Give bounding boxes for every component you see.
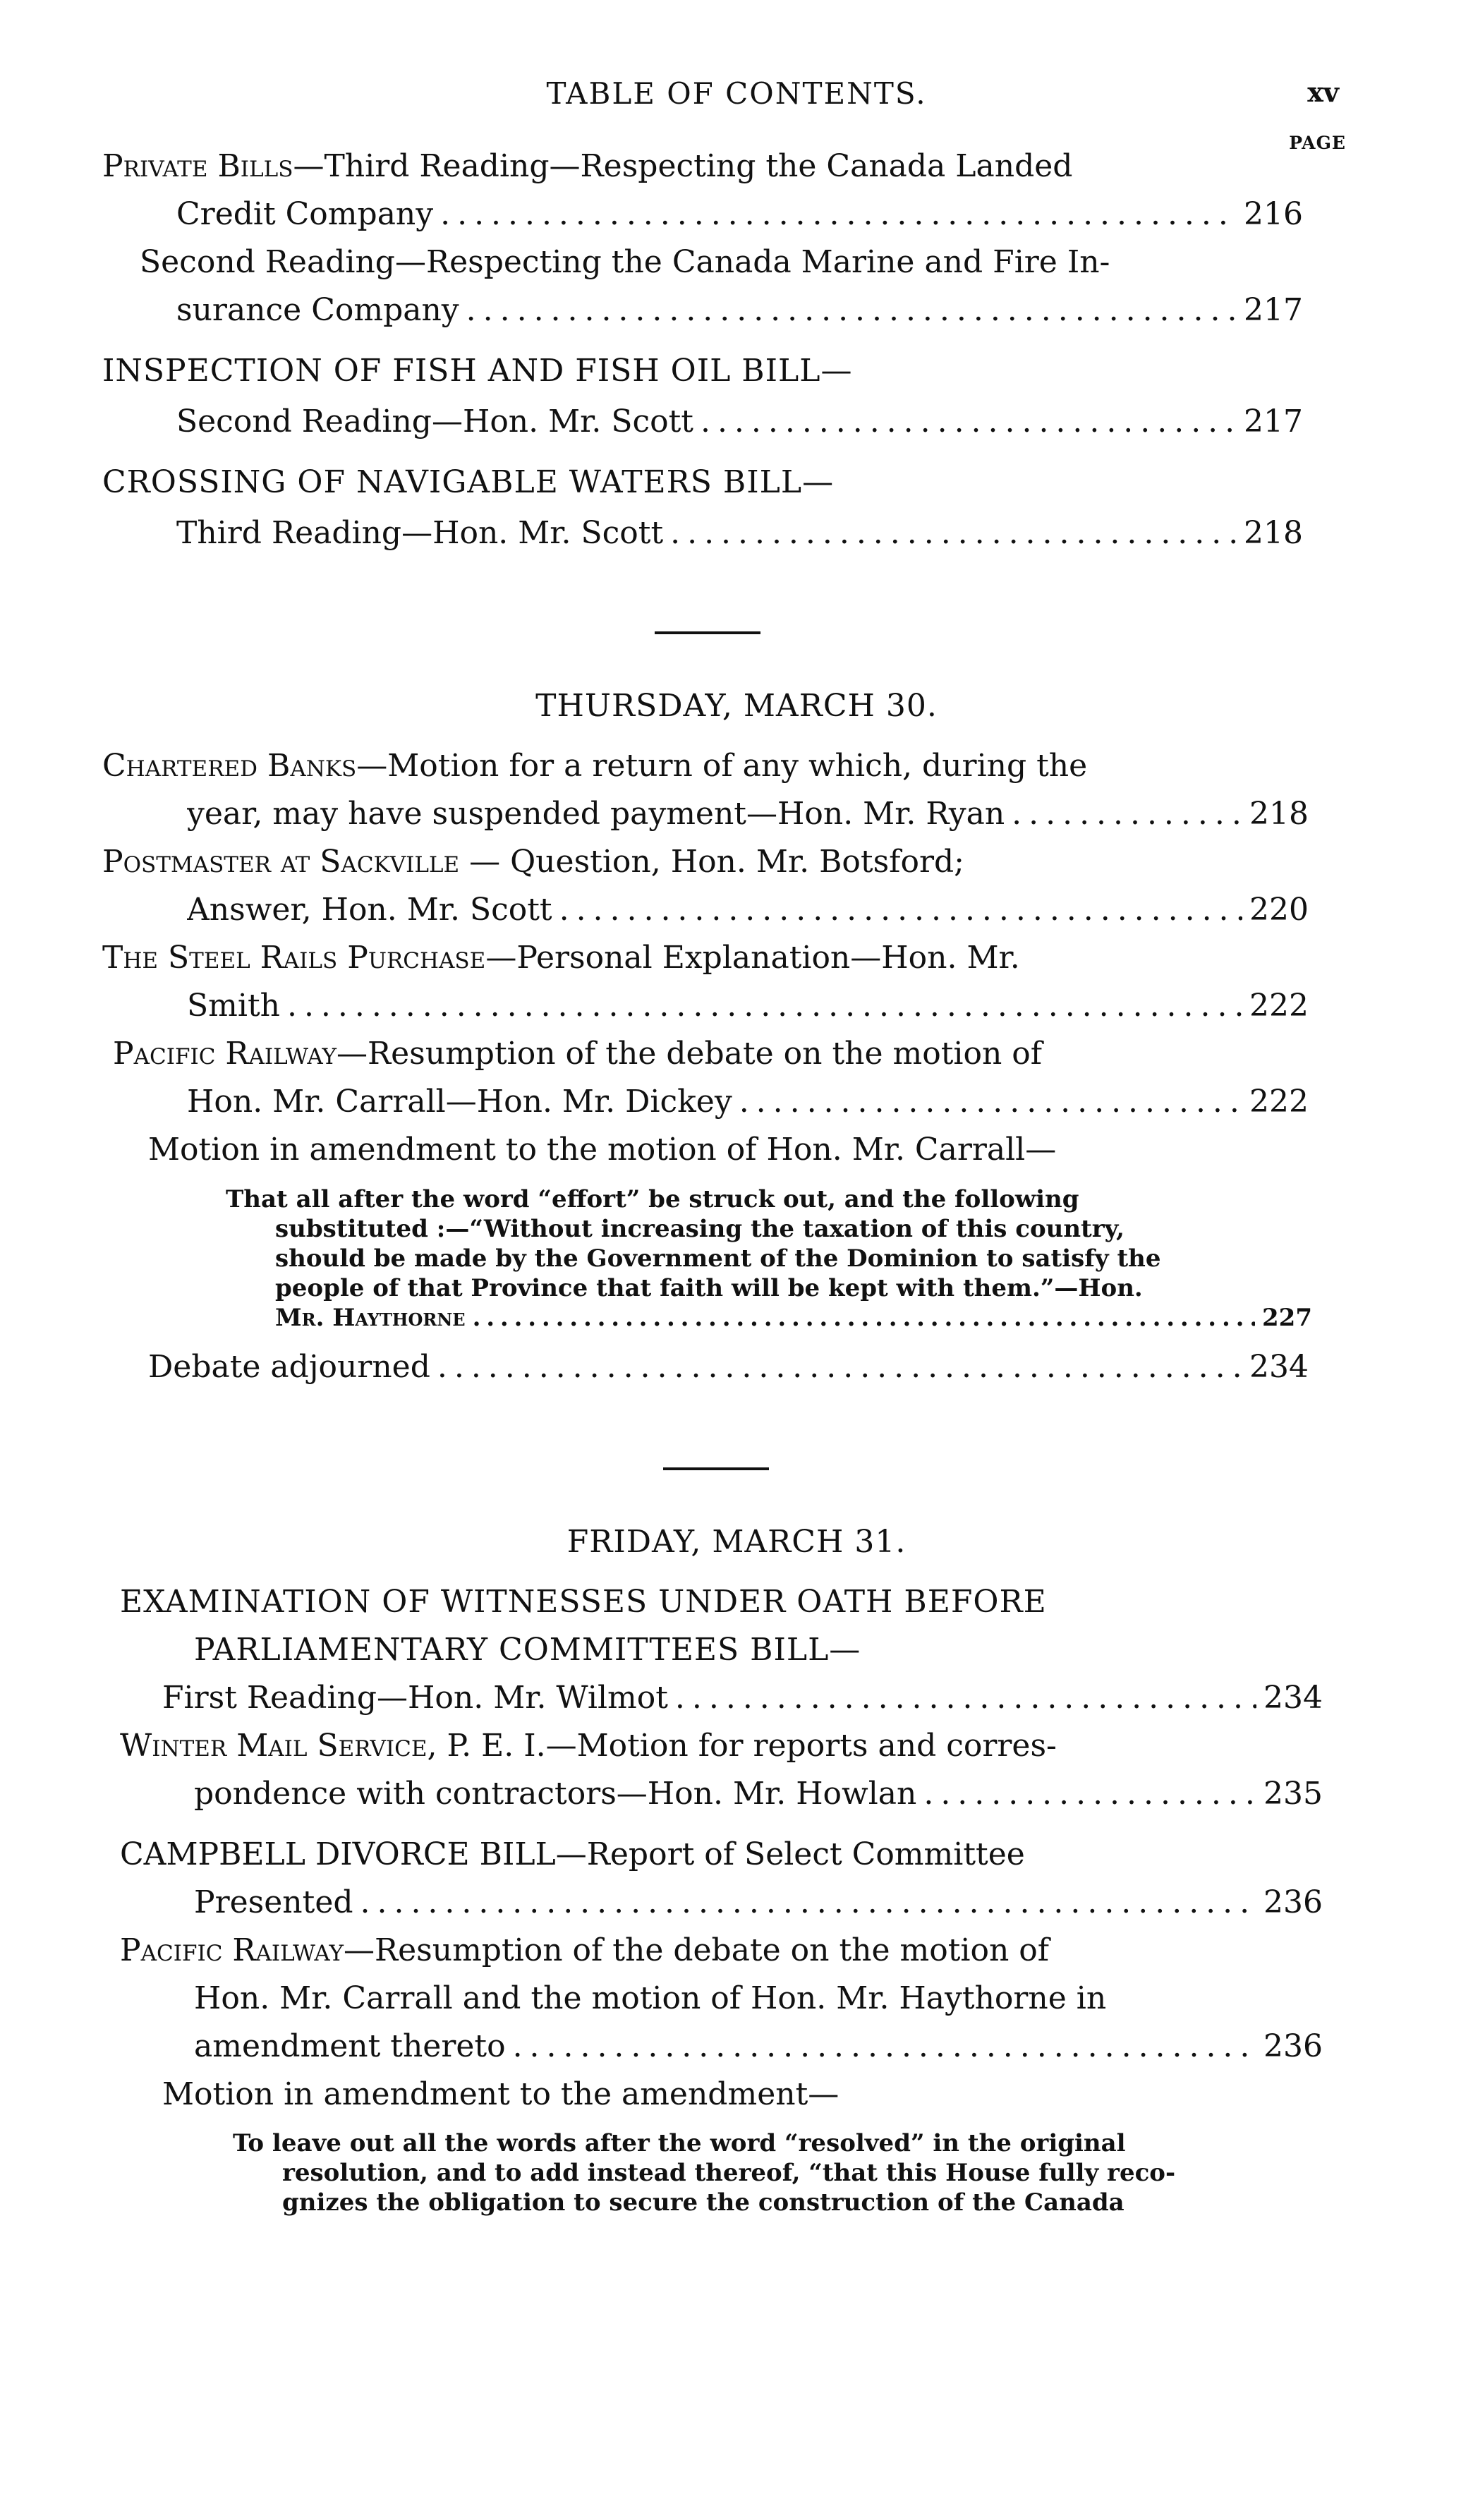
entry-head: Postmaster at Sackville (102, 844, 460, 880)
entry-text: Second Reading—Hon. Mr. Scott (176, 404, 693, 440)
toc-entry-steel-rails-cont (187, 988, 1309, 1024)
quote-line-last (275, 1304, 1312, 1332)
toc-entry-examination-title (120, 1584, 1333, 1620)
page-number: 222 (1249, 1084, 1309, 1120)
entry-text: EXAMINATION OF WITNESSES UNDER OATH BEFORE (120, 1584, 1047, 1620)
page-title: TABLE OF CONTENTS. (546, 76, 927, 111)
entry-head: Chartered Banks (102, 748, 357, 784)
toc-entry-postmaster (102, 844, 1302, 880)
leader-dots (1012, 796, 1242, 832)
section-divider (655, 631, 760, 634)
leader-dots (675, 1680, 1256, 1716)
entry-text: pondence with contractors—Hon. Mr. Howlan (194, 1776, 917, 1812)
page-number: 216 (1244, 196, 1303, 232)
entry-text: year, may have suspended payment—Hon. Mr. Ryan (187, 796, 1005, 832)
quote-line: resolution, and to add instead thereof, “that this House fully reco- (282, 2159, 1176, 2187)
toc-entry-campbell-divorce (120, 1836, 1333, 1872)
toc-entry-campbell-divorce-cont (194, 1884, 1323, 1920)
entry-text: Motion in amendment to the amendment— (162, 2076, 839, 2112)
page-number: 217 (1244, 404, 1303, 440)
toc-entry-second-reading (140, 244, 1297, 280)
page-column-label: PAGE (1289, 133, 1346, 153)
page-number: 235 (1263, 1776, 1323, 1812)
entry-head: Pacific Railway (120, 1932, 344, 1968)
leader-dots (360, 1884, 1256, 1920)
toc-entry-crossing (176, 515, 1303, 551)
page-number: 218 (1249, 796, 1309, 832)
toc-entry-second-reading-cont (176, 292, 1303, 328)
entry-text: Motion in amendment to the motion of Hon. Mr. Carrall— (148, 1132, 1057, 1168)
entry-text: —Third Reading—Respecting the Canada Landed (293, 148, 1073, 184)
page-number: 227 (1262, 1304, 1312, 1332)
toc-entry-steel-rails (102, 940, 1302, 976)
entry-head: Winter Mail Service (120, 1728, 428, 1764)
entry-text: CAMPBELL DIVORCE BILL—Report of Select Committee (120, 1836, 1025, 1872)
quote-line: To leave out all the words after the word “resolved” in the original (233, 2129, 1126, 2157)
entry-text: —Motion for a return of any which, during the (356, 748, 1088, 784)
toc-entry-crossing-title (102, 464, 1302, 500)
entry-text: surance Company (176, 292, 459, 328)
quote-line: substituted :—“Without increasing the taxation of this country, (275, 1215, 1125, 1243)
leader-dots (923, 1776, 1256, 1812)
toc-entry-pacific-railway-cont (187, 1084, 1309, 1120)
page-number: 222 (1249, 988, 1309, 1024)
toc-entry-private-bills-cont (176, 196, 1303, 232)
entry-text: — Question, Hon. Mr. Botsford; (459, 844, 964, 880)
toc-entry-inspection (176, 404, 1303, 440)
entry-text: Hon. Mr. Carrall and the motion of Hon. Mr. Haythorne in (194, 1980, 1107, 2016)
entry-text: —Resumption of the debate on the motion of (337, 1036, 1043, 1072)
entry-text: Smith (187, 988, 280, 1024)
leader-dots (701, 404, 1237, 440)
entry-text: , P. E. I.—Motion for reports and corres- (427, 1728, 1057, 1764)
entry-text: Mr. Haythorne (275, 1304, 466, 1332)
entry-text: Credit Company (176, 196, 434, 232)
entry-text: amendment thereto (194, 2028, 506, 2064)
leader-dots (670, 515, 1237, 551)
page-folio: xv (1307, 76, 1339, 108)
toc-entry-winter-mail-cont (194, 1776, 1323, 1812)
page-number: 218 (1244, 515, 1303, 551)
leader-dots (440, 196, 1237, 232)
leader-dots (513, 2028, 1256, 2064)
quote-line: people of that Province that faith will be kept with them.”—Hon. (275, 1274, 1143, 1302)
toc-entry-motion-amendment (148, 1132, 1312, 1168)
entry-text: Presented (194, 1884, 353, 1920)
leader-dots (559, 892, 1242, 928)
page-number: 220 (1249, 892, 1309, 928)
toc-entry-chartered-banks (102, 748, 1302, 784)
quote-line: should be made by the Government of the Dominion to satisfy the (275, 1244, 1161, 1273)
toc-entry-debate-adjourned (148, 1349, 1309, 1385)
entry-head: Pacific Railway (113, 1036, 337, 1072)
toc-entry-winter-mail (120, 1728, 1333, 1764)
quote-line: That all after the word “effort” be struck out, and the following (226, 1185, 1079, 1213)
entry-text: Second Reading—Respecting the Canada Marine and Fire In- (140, 244, 1110, 280)
page-number: 236 (1263, 1884, 1323, 1920)
entry-text: INSPECTION OF FISH AND FISH OIL BILL— (102, 353, 853, 389)
toc-entry-postmaster-cont (187, 892, 1309, 928)
leader-dots (437, 1349, 1242, 1385)
toc-entry-pacific-railway-2 (120, 1932, 1333, 1968)
leader-dots (287, 988, 1242, 1024)
day-heading-thursday: THURSDAY, MARCH 30. (535, 688, 938, 724)
toc-entry-examination (162, 1680, 1323, 1716)
toc-entry-examination-title-cont (194, 1632, 1323, 1668)
entry-text: Debate adjourned (148, 1349, 430, 1385)
section-divider (663, 1467, 769, 1470)
page-number: 236 (1263, 2028, 1323, 2064)
toc-entry-private-bills (102, 148, 1273, 184)
entry-text: CROSSING OF NAVIGABLE WATERS BILL— (102, 464, 835, 500)
page-number: 217 (1244, 292, 1303, 328)
day-heading-friday: FRIDAY, MARCH 31. (566, 1524, 907, 1560)
quote-line: gnizes the obligation to secure the construction of the Canada (282, 2188, 1125, 2217)
entry-text: Hon. Mr. Carrall—Hon. Mr. Dickey (187, 1084, 732, 1120)
entry-text: —Personal Explanation—Hon. Mr. (485, 940, 1020, 976)
toc-entry-pacific-railway-2-cont2 (194, 2028, 1323, 2064)
entry-text: —Resumption of the debate on the motion of (344, 1932, 1050, 1968)
entry-head: The Steel Rails Purchase (102, 940, 486, 976)
leader-dots (466, 292, 1237, 328)
page-number: 234 (1249, 1349, 1309, 1385)
entry-text: Third Reading—Hon. Mr. Scott (176, 515, 664, 551)
entry-text: PARLIAMENTARY COMMITTEES BILL— (194, 1632, 861, 1668)
toc-entry-chartered-banks-cont (187, 796, 1309, 832)
leader-dots (739, 1084, 1242, 1120)
leader-dots (473, 1304, 1255, 1332)
entry-head: Private Bills (102, 148, 293, 184)
toc-entry-pacific-railway-2-cont (194, 1980, 1323, 2016)
page-number: 234 (1263, 1680, 1323, 1716)
toc-entry-motion-amendment-2 (162, 2076, 1319, 2112)
toc-entry-pacific-railway (113, 1036, 1312, 1072)
entry-text: First Reading—Hon. Mr. Wilmot (162, 1680, 668, 1716)
toc-entry-inspection-title (102, 353, 1302, 389)
entry-text: Answer, Hon. Mr. Scott (187, 892, 552, 928)
